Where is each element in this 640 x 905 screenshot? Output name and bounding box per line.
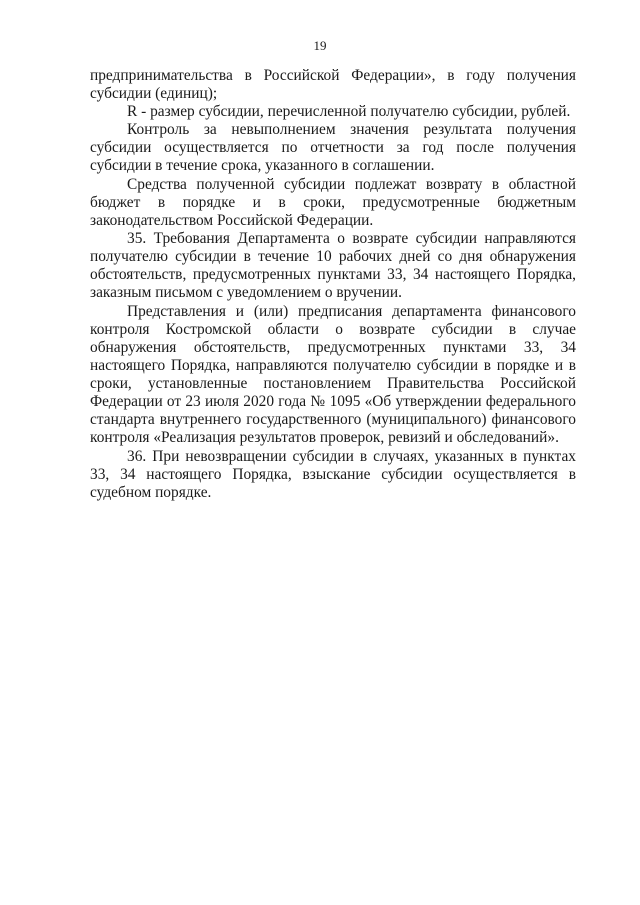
paragraph-refund: Средства полученной субсидии подлежат возврату в областной бюджет в порядке и в сроки, предусмотренные бюджетным законодательством Российской Федерации. xyxy=(90,176,576,229)
paragraph-r-definition: R - размер субсидии, перечисленной получателю субсидии, рублей. xyxy=(127,103,571,120)
paragraph-continuation: предпринимательства в Российской Федерации», в году получения субсидии (единиц); xyxy=(90,67,576,102)
paragraph-financial-control: Представления и (или) предписания департамента финансового контроля Костромской области о возврате субсидии в случае обнаружения обстоятельств, предусмотренных пунктами 33, 34 настоящего Порядка, направляются получателю субсидии в порядке и в сроки, установленные постановлением Правительства Российской Федерации от 23 июля 2020 года № 1095 «Об утверждении федерального стандарта внутреннего государственного (муниципального) финансового контроля «Реализация результатов проверок, ревизий и обследований». xyxy=(90,303,576,446)
paragraph-control: Контроль за невыполнением значения результата получения субсидии осуществляется по отчетности за год после получения субсидии в течение срока, указанного в соглашении. xyxy=(90,121,576,174)
paragraph-35: 35. Требования Департамента о возврате субсидии направляются получателю субсидии в течение 10 рабочих дней со дня обнаружения обстоятельств, предусмотренных пунктами 33, 34 настоящего Порядка, заказным письмом с уведомлением о вручении. xyxy=(90,230,576,301)
page-number: 19 xyxy=(313,38,327,53)
paragraph-36: 36. При невозвращении субсидии в случаях, указанных в пунктах 33, 34 настоящего Порядка, взыскание субсидии осуществляется в судебном порядке. xyxy=(90,448,576,501)
document-body xyxy=(90,67,576,502)
